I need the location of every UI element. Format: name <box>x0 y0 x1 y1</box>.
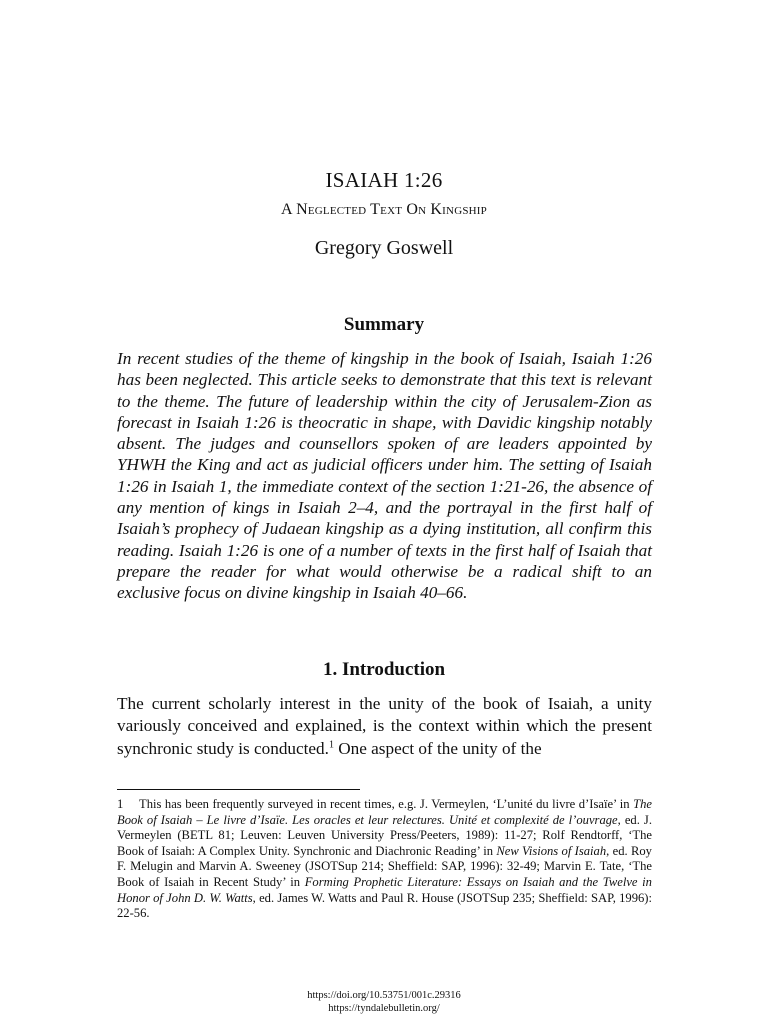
footnote-title-2: New Visions of Isaiah <box>496 843 607 858</box>
article-subtitle: A Neglected Text On Kingship <box>281 201 487 218</box>
footnote-number: 1 <box>117 797 124 811</box>
website-link[interactable]: https://tyndalebulletin.org/ <box>328 1002 440 1014</box>
footnote-divider <box>117 789 360 790</box>
summary-text: In recent studies of the theme of kingship in the book of Isaiah, Isaiah 1:26 has been neglected. This article seeks to demonstrate that this text is relevant to the theme. The future of leadership within the city of Jerusalem-Zion as forecast in Isaiah 1:26 is theocratic in shape, with Davidic kingship notably absent. The judges and counsellors spoken of are leaders appointed by YHWH the King and act as judicial officers under him. The setting of Isaiah 1:26 in Isaiah 1, the immediate context of the section 1:21-26, the absence of any mention of kings in Isaiah 2–4, and the portrayal in the first half of Isaiah’s prophecy of Judaean kingship as a dying institution, all confirm this reading. Isaiah 1:26 is one of a number of texts in the first half of Isaiah that prepare the reader for what would otherwise be a radical shift to an exclusive focus on divine kingship in Isaiah 40–66. <box>117 349 652 603</box>
doi-link[interactable]: https://doi.org/10.53751/001c.29316 <box>307 990 461 1001</box>
summary-heading: Summary <box>343 314 425 335</box>
footnote-text-3: , ed. Roy F. Melugin and Marvin A. Sweeney (JSOTSup 214; Sheffield: SAP, 1996): 32-49; Marvin E. Tate, ‘The Book of Isaiah in Recent Study’ in <box>117 843 652 889</box>
page-footer <box>0 990 768 1015</box>
introduction-text-end: One aspect of the unity of the <box>333 738 542 758</box>
article-author: Gregory Goswell <box>314 237 454 259</box>
footnote-text-2: , ed. J. Vermeylen (BETL 81; Leuven: Leuven University Press/Peeters, 1989): 11-27; Rolf Rendtorff, ‘The Book of Isaiah: A Complex Unity. Synchronic and Diachronic Reading’ in <box>117 812 652 858</box>
introduction-paragraph <box>117 693 652 760</box>
footnote-text-1: This has been frequently surveyed in recent times, e.g. J. Vermeylen, ‘L’unité du livre d’Isaïe’ in <box>139 797 634 811</box>
footnote <box>117 797 652 922</box>
article-title: ISAIAH 1:26 <box>325 168 443 192</box>
footnote-title-1: The Book of Isaiah – Le livre d’Isaïe. Les oracles et leur relectures. Unité et complexité de l’ouvrage <box>117 797 652 827</box>
introduction-text-start: The current scholarly interest in the unity of the book of Isaiah, a unity variously conceived and explained, is the context within which the present synchronic study is conducted. <box>117 694 652 758</box>
footnote-reference[interactable]: 1 <box>328 738 334 750</box>
introduction-heading: 1. Introduction <box>322 659 446 680</box>
footnote-title-3: Forming Prophetic Literature: Essays on Isaiah and the Twelve in Honor of John D. W. Watts <box>117 874 652 905</box>
footnote-text-4: , ed. James W. Watts and Paul R. House (JSOTSup 235; Sheffield: SAP, 1996): 22-56. <box>117 890 652 921</box>
